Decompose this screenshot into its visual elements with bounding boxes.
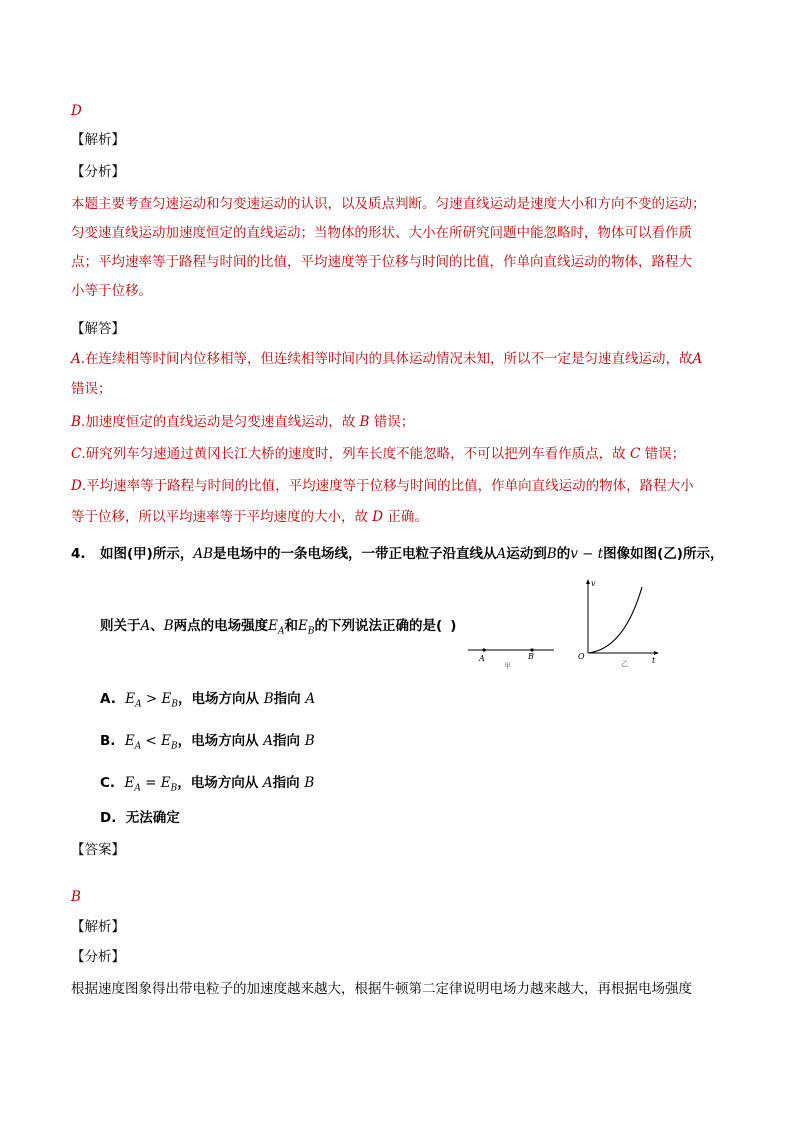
stem-math: A bbox=[140, 618, 151, 634]
stem-text: 则关于 bbox=[100, 618, 141, 634]
option-text: 指向 bbox=[273, 691, 301, 707]
solution-text: 等于位移，所以平均速率等于平均速度的大小，故 bbox=[71, 509, 368, 525]
option-letter: A bbox=[71, 351, 81, 367]
t-axis-arrow bbox=[654, 651, 659, 655]
q3-analysis-line: 匀变速直线运动加速度恒定的直线运动；当物体的形状、大小在所研究问题中能忽略时，物体可以看作质 bbox=[71, 225, 692, 241]
q3-solution-D-line1: D.平均速率等于路程与时间的比值，平均速度等于位移与时间的比值，作单向直线运动的物体，路程大小 bbox=[71, 478, 694, 494]
option-math: $E_A = E_B$ bbox=[124, 775, 178, 794]
option-to: A bbox=[305, 691, 316, 707]
q4-jiexi-heading: 【解析】 bbox=[71, 919, 125, 935]
q3-analysis-line: 小等于位移。 bbox=[71, 283, 152, 299]
option-math: $E_A < E_B$ bbox=[124, 733, 178, 752]
q3-solution-A-line1: A.在连续相等时间内位移相等，但连续相等时间内的具体运动情况未知，所以不一定是匀速直线运动，故A bbox=[71, 351, 703, 367]
figure-jia bbox=[466, 640, 556, 674]
q3-analysis-line: 点；平均速率等于路程与时间的比值，平均速度等于位移与时间的比值，作单向直线运动的物体，路程大 bbox=[71, 254, 692, 270]
solution-text: 平均速率等于路程与时间的比值，平均速度等于位移与时间的比值，作单向直线运动的物体，路程大小 bbox=[86, 478, 694, 494]
stem-text: 的 bbox=[556, 546, 571, 562]
option-text: ，电场方向从 bbox=[177, 733, 259, 749]
stem-math-sub: A bbox=[278, 626, 285, 637]
option-from: A bbox=[262, 775, 273, 791]
solution-text: 加速度恒定的直线运动是匀变速直线运动，故 bbox=[85, 414, 356, 430]
option-a[interactable] bbox=[100, 690, 315, 714]
option-c[interactable] bbox=[100, 774, 314, 798]
option-letter: C bbox=[629, 446, 641, 462]
solution-text: 研究列车匀速通过黄冈长江大桥的速度时，列车长度不能忽略，不可以把列车看作质点，故 bbox=[85, 446, 626, 462]
option-key: B. bbox=[100, 733, 116, 749]
q4-analysis-line: 根据速度图象得出带电粒子的加速度越来越大，根据牛顿第二定律说明电场力越来越大，再根据电场强度 bbox=[71, 981, 692, 997]
stem-math: B bbox=[546, 546, 557, 562]
stem-text: ) bbox=[450, 618, 457, 634]
option-text: ，电场方向从 bbox=[177, 691, 259, 707]
stem-math: A bbox=[496, 546, 507, 562]
stem-math: E bbox=[268, 618, 279, 634]
option-text: ，电场方向从 bbox=[177, 775, 259, 791]
stem-math-sub: B bbox=[307, 626, 315, 637]
option-key: D. bbox=[100, 810, 117, 826]
q4-stem-line2 bbox=[100, 617, 456, 641]
option-letter: B bbox=[71, 414, 81, 430]
solution-text: 在连续相等时间内位移相等，但连续相等时间内的具体运动情况未知，所以不一定是匀速直线运动，故 bbox=[85, 351, 693, 367]
stem-text: 、 bbox=[150, 618, 164, 634]
q3-solution-C: C.研究列车匀速通过黄冈长江大桥的速度时，列车长度不能忽略，不可以把列车看作质点，故 C 错误； bbox=[71, 446, 686, 462]
q4-number: 4. bbox=[71, 546, 86, 562]
q3-analysis-line: 本题主要考查匀速运动和匀变速运动的认识，以及质点判断。匀速直线运动是速度大小和方向不变的运动； bbox=[71, 196, 706, 212]
stem-text: 和 bbox=[284, 618, 299, 634]
solution-tail: 错误； bbox=[644, 446, 686, 462]
option-math: $E_A > E_B$ bbox=[125, 691, 178, 710]
label-b: B bbox=[528, 652, 534, 661]
stem-text: 两点的电场强度 bbox=[173, 618, 269, 634]
q3-solution-A-line2: 错误； bbox=[71, 381, 112, 397]
caption-jia: 甲 bbox=[504, 662, 511, 670]
option-letter: A bbox=[692, 351, 703, 367]
q3-fenxi-heading: 【分析】 bbox=[71, 164, 125, 180]
solution-tail: 正确。 bbox=[387, 509, 428, 525]
stem-text: 如图(甲)所示， bbox=[100, 546, 194, 562]
v-axis-arrow bbox=[586, 579, 590, 584]
q3-analysis-paragraph bbox=[71, 190, 723, 306]
v-t-curve bbox=[588, 587, 642, 653]
point-a-dot bbox=[482, 648, 485, 651]
q4-answer-letter: B bbox=[71, 889, 81, 905]
label-v: v bbox=[591, 579, 596, 588]
option-letter: B bbox=[359, 414, 370, 430]
option-text: 指向 bbox=[273, 733, 301, 749]
stem-math: E bbox=[298, 618, 308, 634]
q3-jieda-heading: 【解答】 bbox=[71, 321, 125, 337]
stem-math: v − t bbox=[570, 546, 604, 562]
option-letter: D bbox=[71, 478, 82, 494]
option-d[interactable] bbox=[100, 809, 180, 827]
q4-fenxi-heading: 【分析】 bbox=[71, 949, 125, 965]
solution-tail: 错误； bbox=[373, 414, 415, 430]
caption-yi: 乙 bbox=[621, 660, 628, 668]
option-b[interactable] bbox=[100, 732, 315, 756]
option-from: B bbox=[263, 691, 274, 707]
stem-math: B bbox=[163, 618, 174, 634]
stem-text: 是电场中的一条电场线，一带正电粒子沿直线从 bbox=[213, 546, 497, 562]
q3-answer-letter: D bbox=[71, 103, 82, 119]
option-to: B bbox=[304, 733, 315, 749]
option-text: 无法确定 bbox=[125, 810, 180, 826]
stem-text: 的下列说法正确的是( bbox=[314, 618, 443, 634]
option-to: B bbox=[304, 775, 315, 791]
option-letter: C bbox=[71, 446, 82, 462]
q3-solution-D-line2 bbox=[71, 508, 428, 526]
option-from: A bbox=[263, 733, 274, 749]
figure-yi bbox=[572, 577, 664, 671]
stem-text: 图像如图(乙)所示， bbox=[603, 546, 724, 562]
option-text: 指向 bbox=[272, 775, 300, 791]
q4-stem-line1 bbox=[100, 545, 723, 563]
label-t: t bbox=[652, 656, 656, 665]
stem-math: AB bbox=[193, 546, 214, 562]
label-o: O bbox=[578, 652, 585, 661]
option-key: C. bbox=[100, 775, 116, 791]
option-letter: D bbox=[372, 509, 384, 525]
label-a: A bbox=[479, 654, 485, 663]
option-key: A. bbox=[100, 691, 116, 707]
q3-solution-B: B.加速度恒定的直线运动是匀变速直线运动，故 B 错误； bbox=[71, 414, 415, 430]
q4-daan-heading: 【答案】 bbox=[71, 842, 125, 858]
stem-text: 运动到 bbox=[506, 546, 547, 562]
q3-jiexi-heading: 【解析】 bbox=[71, 132, 125, 148]
